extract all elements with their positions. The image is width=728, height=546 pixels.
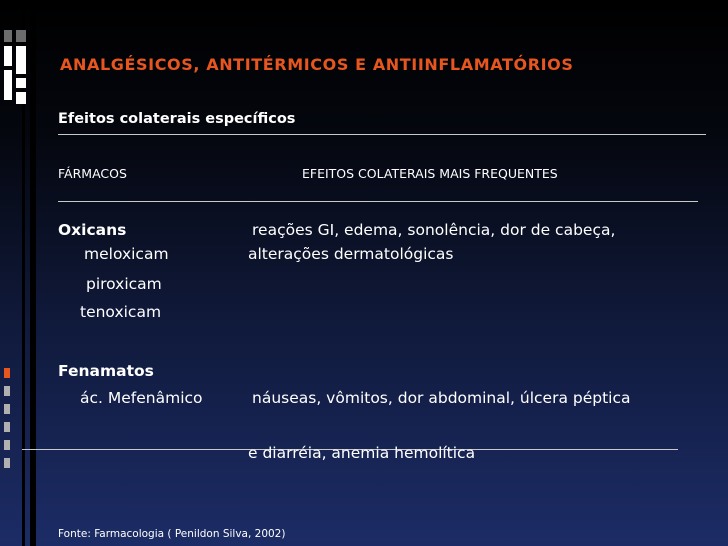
effect-line: alterações dermatológicas	[248, 245, 454, 263]
header-efeitos: EFEITOS COLATERAIS MAIS FREQUENTES	[302, 166, 558, 181]
drug-name: tenoxicam	[80, 303, 162, 321]
subtitle: Efeitos colaterais específicos	[58, 111, 296, 127]
group-name: Oxicans	[58, 221, 127, 239]
drug-name: piroxicam	[86, 275, 162, 293]
drug-name: meloxicam	[84, 245, 169, 263]
source-citation: Fonte: Farmacologia ( Penildon Silva, 2002)	[58, 528, 286, 540]
effect-line: reações GI, edema, sonolência, dor de cabeça,	[252, 221, 616, 239]
divider	[58, 201, 698, 202]
drug-name: ác. Mefenâmico	[80, 389, 203, 407]
group-name: Fenamatos	[58, 362, 154, 380]
effect-line: náuseas, vômitos, dor abdominal, úlcera péptica	[252, 389, 631, 407]
header-farmacos: FÁRMACOS	[58, 166, 127, 181]
slide-title: ANALGÉSICOS, ANTITÉRMICOS E ANTIINFLAMATÓRIOS	[60, 55, 574, 74]
effect-line: e diarréia, anemia hemolítica	[248, 444, 476, 462]
left-decorative-bar	[30, 0, 36, 546]
divider	[58, 134, 706, 135]
